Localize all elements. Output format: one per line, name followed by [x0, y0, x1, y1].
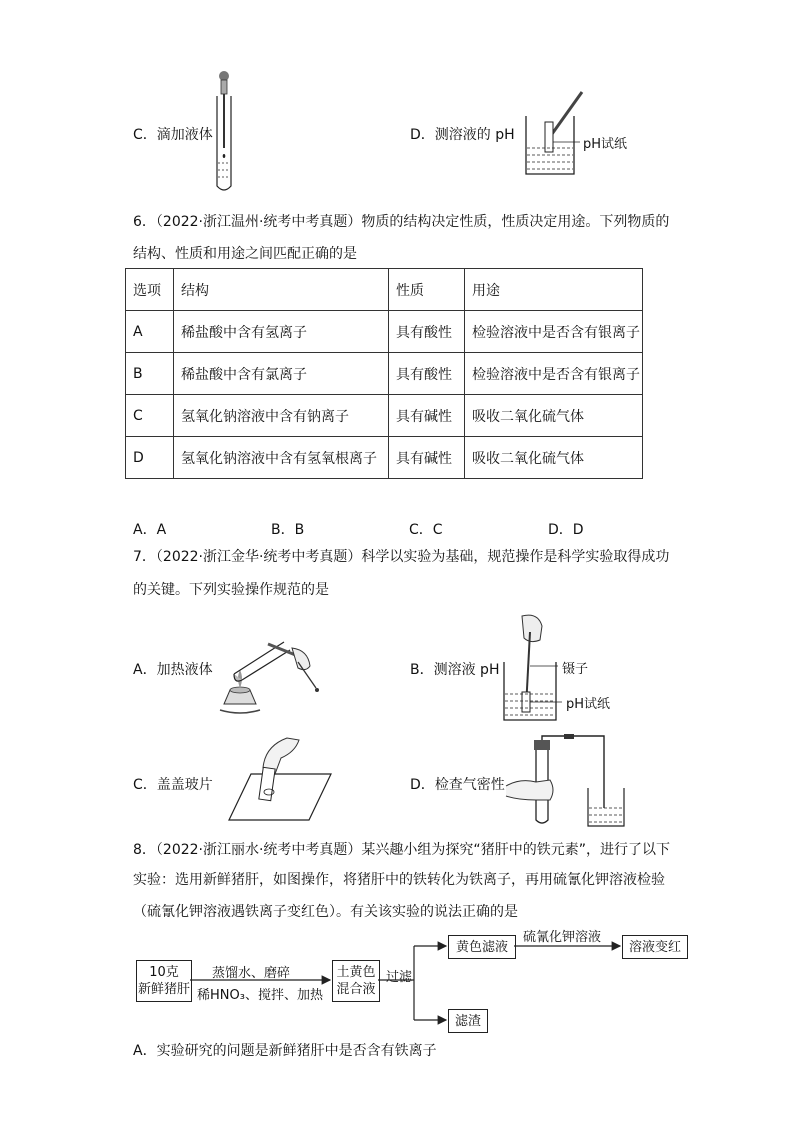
flow-filter-label: 过滤 — [386, 970, 413, 985]
q7-stem-line2: 的关键。下列实验操作规范的是 — [133, 582, 329, 598]
table-cell: 吸收二氧化硫气体 — [465, 395, 643, 437]
flow-mix-line1: 土黄色 — [336, 965, 376, 980]
q7-stem-line1: 7．（2022·浙江金华·统考中考真题）科学以实验为基础，规范操作是科学实验取得成功 — [133, 549, 670, 565]
q8-option-a: A．实验研究的问题是新鲜猪肝中是否含有铁离子 — [133, 1043, 437, 1059]
table-cell: D — [126, 437, 174, 479]
ph-paper-label-b: pH试纸 — [566, 697, 611, 712]
table-cell: 检验溶液中是否含有银离子 — [465, 353, 643, 395]
table-cell: 氢氧化钠溶液中含有钠离子 — [174, 395, 389, 437]
table-cell: 具有酸性 — [389, 353, 465, 395]
flow-result: 溶液变红 — [628, 939, 681, 955]
q7-option-c: C．盖盖玻片 — [133, 777, 213, 793]
table-cell: 检验溶液中是否含有银离子 — [465, 311, 643, 353]
q6-answer-d: D．D — [548, 522, 584, 538]
flow-step1-bottom: 稀HNO₃、搅拌、加热 — [197, 988, 323, 1003]
flow-residue: 滤渣 — [454, 1013, 481, 1029]
tweezers-label: 镊子 — [562, 662, 589, 677]
flow-reagent-label: 硫氰化钾溶液 — [523, 930, 602, 945]
q6-answer-c: C．C — [409, 522, 443, 538]
table-cell: 吸收二氧化硫气体 — [465, 437, 643, 479]
q8-stem-line1: 8．（2022·浙江丽水·统考中考真题）某兴趣小组为探究“猪肝中的铁元素”，进行了以下 — [133, 842, 670, 858]
flow-filtrate: 黄色滤液 — [455, 939, 508, 955]
table-cell: 具有碱性 — [389, 437, 465, 479]
q6-answer-b: B．B — [271, 522, 305, 538]
q7-option-b: B．测溶液 pH — [410, 662, 500, 678]
q7-option-a: A．加热液体 — [133, 662, 213, 678]
flow-start-line2: 新鲜猪肝 — [137, 982, 190, 997]
flow-step1-top: 蒸馏水、磨碎 — [212, 966, 291, 981]
ph-paper-label: pH试纸 — [583, 137, 628, 152]
q6-stem-line2: 结构、性质和用途之间匹配正确的是 — [133, 246, 357, 262]
table-cell: A — [126, 311, 174, 353]
q5-option-d: D．测溶液的 pH — [410, 127, 515, 143]
table-cell: 具有酸性 — [389, 311, 465, 353]
header-property: 性质 — [389, 269, 465, 311]
q6-answer-a: A．A — [133, 522, 167, 538]
table-cell: 具有碱性 — [389, 395, 465, 437]
q6-stem-line1: 6．（2022·浙江温州·统考中考真题）物质的结构决定性质，性质决定用途。下列物质的 — [133, 214, 670, 230]
header-use: 用途 — [465, 269, 643, 311]
header-option: 选项 — [126, 269, 174, 311]
q5-option-c: C．滴加液体 — [133, 127, 213, 143]
flow-mix-line2: 混合液 — [336, 982, 376, 997]
table-cell: 氢氧化钠溶液中含有氢氧根离子 — [174, 437, 389, 479]
table-cell: B — [126, 353, 174, 395]
table-cell: 稀盐酸中含有氯离子 — [174, 353, 389, 395]
q8-stem-line2: 实验：选用新鲜猪肝，如图操作，将猪肝中的铁转化为铁离子，再用硫氰化钾溶液检验 — [133, 872, 665, 888]
header-structure: 结构 — [174, 269, 389, 311]
flow-start-line1: 10克 — [149, 965, 179, 980]
q8-stem-line3: （硫氰化钾溶液遇铁离子变红色）。有关该实验的说法正确的是 — [133, 904, 518, 920]
q7-option-d: D．检查气密性 — [410, 777, 505, 793]
table-cell: C — [126, 395, 174, 437]
table-cell: 稀盐酸中含有氢离子 — [174, 311, 389, 353]
